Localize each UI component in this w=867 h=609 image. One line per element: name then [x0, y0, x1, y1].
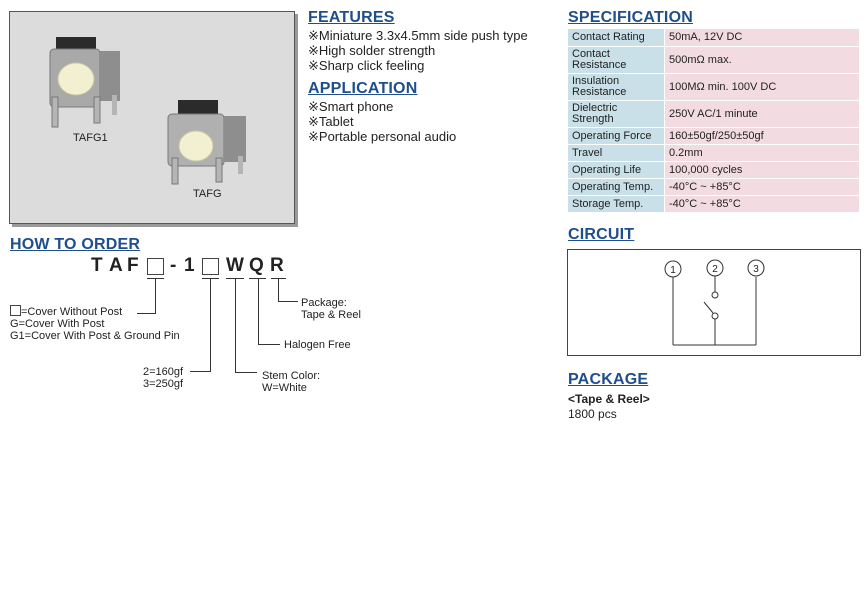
leader-line [258, 344, 280, 345]
spec-label: Contact Rating [568, 29, 665, 47]
order-code-char: Q [249, 255, 264, 276]
spec-label: Operating Life [568, 162, 665, 179]
leader-line [258, 278, 259, 345]
photo-label-tafg: TAFG [193, 188, 222, 200]
order-code-cover-box [147, 258, 164, 275]
table-row [568, 29, 860, 47]
table-row [568, 179, 860, 196]
table-row [568, 162, 860, 179]
force-option: 2=160gf [143, 366, 184, 378]
spec-label: Contact Resistance [568, 47, 665, 74]
cover-option: G1=Cover With Post & Ground Pin [10, 330, 180, 342]
spec-value: 100,000 cycles [665, 162, 860, 179]
cover-option: G=Cover With Post [10, 318, 105, 330]
blank-box-symbol [10, 305, 21, 316]
application-item: ※Smart phone [308, 99, 394, 114]
how-to-order-heading: HOW TO ORDER [10, 236, 141, 253]
features-heading: FEATURES [308, 9, 395, 26]
pin-3-label: 3 [753, 264, 759, 275]
application-list [308, 99, 456, 144]
table-row [568, 128, 860, 145]
spec-label: Operating Temp. [568, 179, 665, 196]
leader-line [190, 371, 211, 372]
pin-1-label: 1 [670, 265, 676, 276]
tafg1-switch-image [50, 37, 120, 127]
tafg-switch-image [168, 100, 246, 184]
product-photo-box [9, 11, 295, 224]
cover-option: =Cover Without Post [10, 305, 180, 318]
pin-2-label: 2 [712, 264, 718, 275]
spec-value: 250V AC/1 minute [665, 101, 860, 128]
product-photo [10, 12, 294, 223]
spec-value: -40°C ~ +85°C [665, 179, 860, 196]
spec-value: 100MΩ min. 100V DC [665, 74, 860, 101]
table-row [568, 101, 860, 128]
application-item: ※Portable personal audio [308, 129, 457, 144]
circuit-diagram-box [567, 249, 861, 356]
order-code-char: 1 [184, 255, 195, 276]
spec-value: 160±50gf/250±50gf [665, 128, 860, 145]
application-heading: APPLICATION [308, 80, 418, 97]
feature-item: ※High solder strength [308, 43, 436, 58]
feature-item: ※Miniature 3.3x4.5mm side push type [308, 28, 528, 43]
order-code-char: R [270, 255, 284, 276]
leader-line [278, 301, 298, 302]
table-row [568, 47, 860, 74]
spec-value: -40°C ~ +85°C [665, 196, 860, 213]
package-heading: PACKAGE [568, 371, 649, 388]
spec-value: 50mA, 12V DC [665, 29, 860, 47]
table-row [568, 74, 860, 101]
order-code-char: - [170, 255, 177, 276]
circuit-diagram [568, 250, 860, 355]
order-code-char: A [109, 255, 123, 276]
package-option [301, 297, 361, 321]
specification-heading: SPECIFICATION [568, 9, 693, 26]
leader-line [210, 278, 211, 372]
spec-label: Storage Temp. [568, 196, 665, 213]
spec-label: Operating Force [568, 128, 665, 145]
leader-line [235, 278, 236, 373]
force-options [143, 366, 183, 390]
package-label: Package: [301, 297, 347, 309]
stem-color-option [262, 370, 320, 394]
features-list [308, 28, 528, 73]
spec-value: 500mΩ max. [665, 47, 860, 74]
feature-item: ※Sharp click feeling [308, 58, 425, 73]
stem-color-value: W=White [262, 382, 307, 394]
halogen-free-label: Halogen Free [284, 339, 351, 351]
order-code-char: W [226, 255, 244, 276]
spec-value: 0.2mm [665, 145, 860, 162]
table-row [568, 196, 860, 213]
specification-table [567, 28, 860, 213]
spec-label: Insulation Resistance [568, 74, 665, 101]
application-item: ※Tablet [308, 114, 354, 129]
leader-line [278, 278, 279, 302]
table-row [568, 145, 860, 162]
spec-label: Dielectric Strength [568, 101, 665, 128]
force-option: 3=250gf [143, 378, 184, 390]
package-quantity: 1800 pcs [568, 407, 617, 421]
package-value: Tape & Reel [301, 309, 361, 321]
package-type: <Tape & Reel> [568, 392, 650, 406]
order-code-char: F [127, 255, 139, 276]
spec-label: Travel [568, 145, 665, 162]
photo-label-tafg1: TAFG1 [73, 132, 108, 144]
order-code-force-box [202, 258, 219, 275]
order-code-char: T [91, 255, 103, 276]
stem-color-label: Stem Color: [262, 370, 321, 382]
circuit-heading: CIRCUIT [568, 226, 635, 243]
cover-options [10, 305, 180, 342]
leader-line [235, 372, 257, 373]
